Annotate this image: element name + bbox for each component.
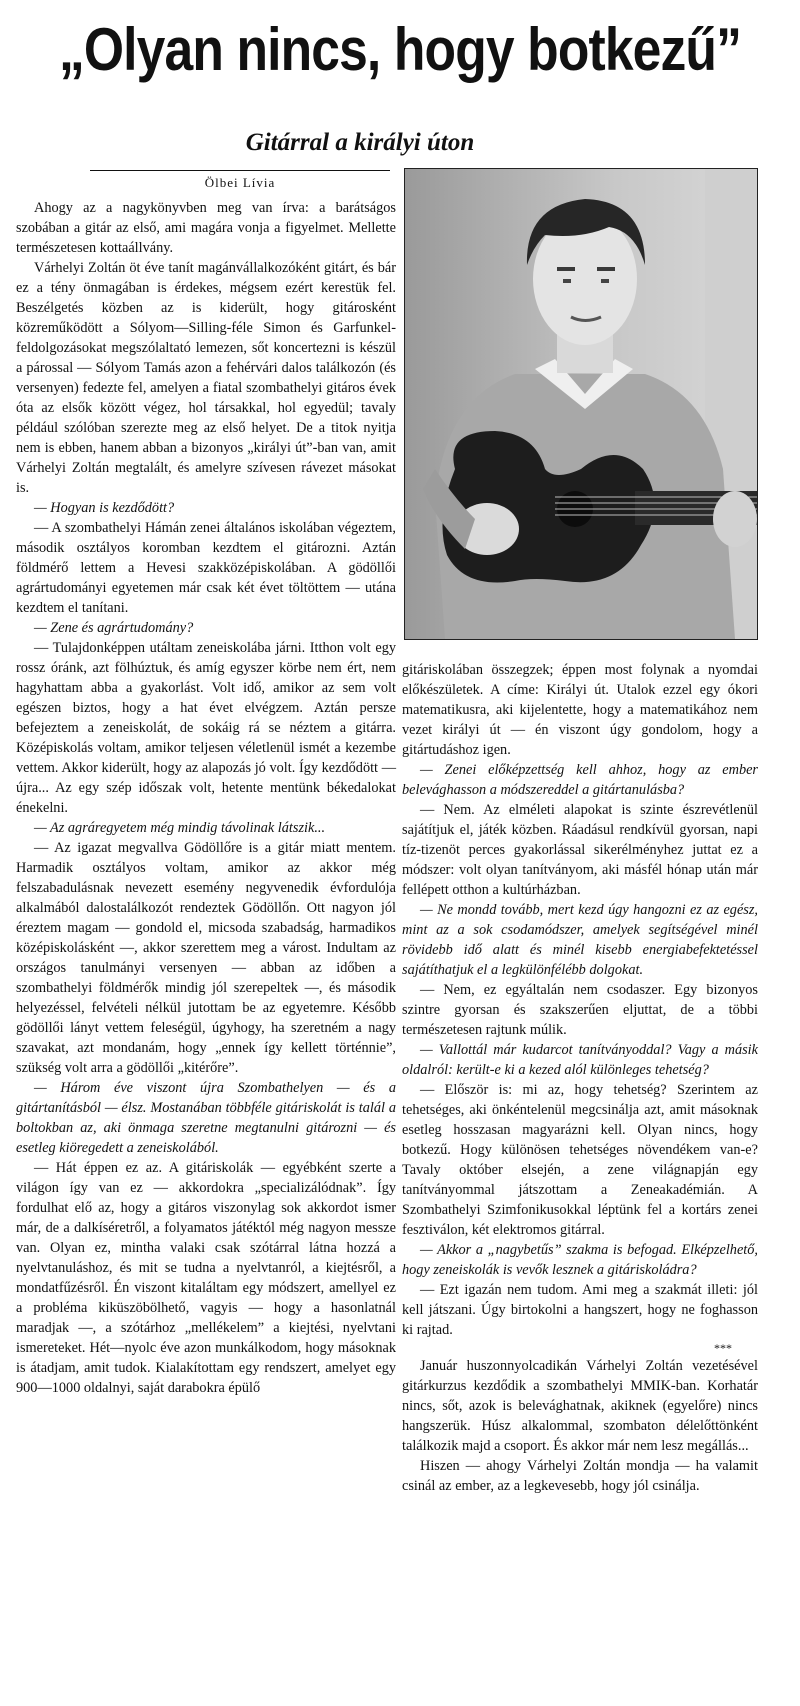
interview-question: — Zenei előképzettség kell ahhoz, hogy az ember belevághasson a módszereddel a gitártanulásba? (402, 762, 758, 798)
article-paragraph: — Nem, ez egyáltalán nem csodaszer. Egy bizonyos szintre gyorsan és szakszerűen eljuttat, de a többi természetesen rajtunk múlik. (402, 982, 758, 1038)
section-separator: *** (714, 1341, 732, 1355)
article-paragraph: Hiszen — ahogy Várhelyi Zoltán mondja — ha valamit csinál az ember, az a legkevesebb, hogy jól csinálja. (402, 1458, 758, 1494)
interview-question: — Zene és agrártudomány? (34, 620, 194, 636)
byline-rule (90, 170, 390, 171)
article-paragraph: Várhelyi Zoltán öt éve tanít magánvállalkozóként gitárt, és bár ez a tény önmagában is érdekes, mégsem ezért kerestük fel. Beszélgetés közben az is kiderült, hogy gitárosként közreműködött a Sólyom—Silling-féle Simon és Garfunkel-feldolgozásokat megszólaltató lemezen, sőt koncertezni is készül a párossal — Sólyom Tamás azon a fehérvári dalos találkozón (és versenyen) fedezte fel, amelyen a fiatal szombathelyi gitáros évek óta az elsők között végez, hol társakkal, hol egyedül; tavaly például szólóban szerezte meg az első helyet. De a titok nyitja nem is ebben, hanem abban a bizonyos „királyi út”-ban van, amit Várhelyi Zoltán megtalált, és amelyre szívesen rávezet másokat is. (16, 260, 396, 496)
article-subheadline: Gitárral a királyi úton (245, 129, 475, 156)
article-paragraph: — A szombathelyi Hámán zenei általános iskolában végeztem, második osztályos koromban kezdtem el gitározni. Aztán földmérő lettem a Hevesi szakközépiskolában. A gödöllői agrártudományi egyetemen már csak két évet töltöttem — utána kezdtem el tanítani. (16, 520, 396, 616)
article-paragraph: Ahogy az a nagykönyvben meg van írva: a barátságos szobában a gitár az első, ami magára vonja a figyelmet. Mellette természetesen kottaállvány. (16, 200, 396, 256)
article-byline: Ölbei Lívia (204, 175, 276, 190)
text-column-left (16, 198, 396, 1398)
article-headline: „Olyan nincs, hogy botkezű” (58, 16, 742, 83)
article-paragraph: — Először is: mi az, hogy tehetség? Szerintem az tehetséges, aki önkéntelenül megcsinálja azt, amit másoknak esetleg hosszasan magyarázni kell. Olyan nincs, hogy botkezű. Hogy különösen tehetséges növendékem van-e? Tavaly október elsején, a zene világnapján egy tanítványommal játszottam a Zeneakadémián. A Szombathelyi Szimfonikusokkal léptünk fel a kortárs zenei fesztiválon, két elektromos gitárral. (402, 1082, 758, 1238)
guitarist-photo (404, 168, 758, 640)
interview-question: — Akkor a „nagybetűs” szakma is befogad. Elképzelhető, hogy zeneiskolák is vevők lesznek a gitáriskoládra? (402, 1242, 758, 1278)
article-paragraph: Január huszonnyolcadikán Várhelyi Zoltán vezetésével gitárkurzus kezdődik a szombathelyi MMIK-ban. Korhatár nincs, sőt, azok is belevághatnak, akiknek (egyelőre) nincs hangszerük. Húsz alkalommal, szombaton délelőttönként találkozik majd a csoport. És akkor már nem lesz megállás... (402, 1358, 758, 1454)
article-paragraph: — Hát éppen ez az. A gitáriskolák — egyébként szerte a világon így van ez — akkordokra „specializálódnak”. Így fordulhat elő az, hogy a gitáros viszonylag sok akkordot ismer már, de a dalkíséretről, a folyamatos játéktól még nagyon messze van. Olyan ez, mintha valaki csak szótárral látna hozzá a nyelvtanuláshoz, és mit se tudna a nyelvtanról, a kiejtésről, a mondatfűzésről. Én viszont kitaláltam egy módszert, amellyel ez a probléma kiküszöbölhető, vagyis — hogy a hasonlatnál maradjak —, a szótárhoz „mellékelem” a kiejtési, nyelvtani ismereteket. Hét—nyolc éve azon munkálkodom, hogy másoknak is átadjam, amit tudok. Kialakítottam egy rendszert, amelyet egy 900—1000 oldalnyi, saját darabokra épülő (16, 1160, 396, 1396)
article-paragraph: — Nem. Az elméleti alapokat is szinte észrevétlenül sajátítjuk el, játék közben. Ráadásul rendkívül gyorsan, napi tíz-tizenöt perces gyakorlással sikerélményhez juttat ez a módszer: volt olyan tanítványom, aki másfél hónap után már fellépett otthon a kultúrházban. (402, 802, 758, 898)
interview-question: — Az agráregyetem még mindig távolinak látszik... (34, 820, 326, 836)
interview-question: — Ne mondd tovább, mert kezd úgy hangozni ez az egész, mint az a sok csodamódszer, amelyek segítségével minél rövidebb idő alatt és minél kisebb energiabefektetéssel sajátíthatjuk el a legkülönfélébb dolgokat. (402, 902, 758, 978)
text-column-right (402, 660, 758, 1496)
interview-question: — Három éve viszont újra Szombathelyen — és a gitártanításból — élsz. Mostanában többféle gitáriskolát is talál a boltokban az, aki önmaga szeretne megtanulni gitározni — és esetleg kiöregedett a zeneiskolából. (16, 1080, 396, 1156)
article-paragraph: — Tulajdonképpen utáltam zeneiskolába járni. Itthon volt egy rossz óránk, azt fölhúztuk, és amíg egyszer körbe nem ért, nem hagyhattam abba a gyakorlást. Volt idő, amikor az sem volt egészen biztos, hogy a hat évet elvégzem. Aztán persze befejeztem a zeneiskolát, de sokáig rá se néztem a gitárra. Középiskolás voltam, amikor teljesen véletlenül ismét a kezembe vettem. Akkor kiderült, hogy az alapozás jó volt. Így kezdődött — újra... Az egy szép időszak volt, hetente mentünk békedalokat énekelni. (16, 640, 396, 816)
article-paragraph: — Ezt igazán nem tudom. Ami meg a szakmát illeti: jól kell játszani. Úgy birtokolni a hangszert, hogy ne foghasson ki rajtad. (402, 1282, 758, 1338)
interview-question: — Vallottál már kudarcot tanítványoddal? Vagy a másik oldalról: került-e ki a kezed alól különleges tehetség? (402, 1042, 758, 1078)
interview-question: — Hogyan is kezdődött? (34, 500, 175, 516)
article-paragraph: — Az igazat megvallva Gödöllőre is a gitár miatt mentem. Harmadik osztályos voltam, amikor az akkor még felszabadulásnak nevezett esemény negyvenedik évfordulója alkalmából dalostalálkozót rendeztek Gödöllőn. Ott nagyon jól éreztem magam — gondold el, micsoda szabadság, harmadikos középiskolásként —, akkor szerettem meg a várost. Indultam az országos tanulmányi versenyen — abban az időben a szombathelyi földmérők mindig jól szerepeltek —, és második helyezéssel, felvételi nélkül jutottam be az egyetemre. Később gödöllői lányt vettem feleségül, úgyhogy, ha szeretném a nagy szavakat, azt mondanám, hogy „ennek így kellett történnie”, szükség volt arra a gödöllői „kitérőre”. (16, 840, 396, 1076)
article-paragraph: gitáriskolában összegzek; éppen most folynak a nyomdai előkészületek. A címe: Királyi út. Utalok ezzel egy ókori matematikusra, aki kijelentette, hogy a matematikához nem vezet királyi út — én viszont úgy gondolom, hogy a gitártudáshoz igen. (402, 662, 758, 758)
